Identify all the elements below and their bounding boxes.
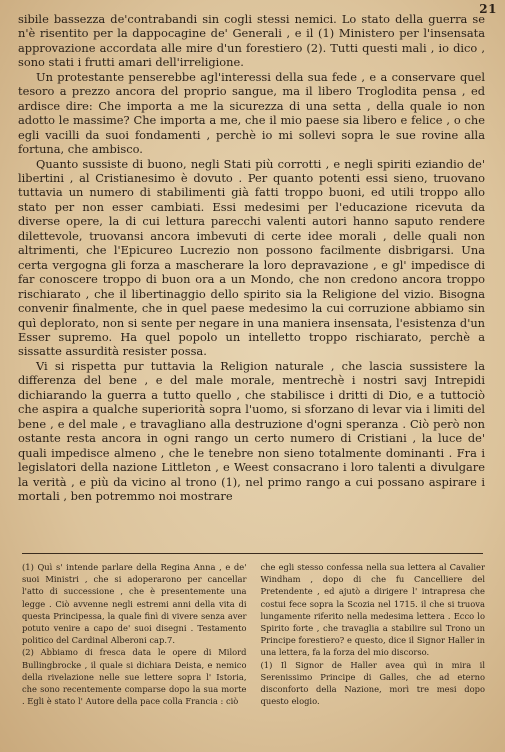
footnote: (1) Quì s' intende parlare della Regina Anna , e de' suoi Ministri , che si adoperarono per cancellar l'atto di successione , che è presentemente una legge . Ciò avvenne negli estremi anni della vita di questa Principessa, la quale finì di vivere senza aver potuto venire a capo de' suoi disegni . Testamento politico del Cardinal Alberoni cap.7.	[22, 562, 247, 646]
footnotes-left-column	[22, 561, 247, 707]
paragraph: Un protestante penserebbe agl'interessi della sua fede , e a conservare quel tesoro a prezzo ancora del proprio sangue, ma il libero Troglodita pensa , ed ardisce dire: Che importa a me la sicurezza di una setta , della quale io non adotto le massime? Che importa a me, che il mio paese sia libero e felice , o che egli vacilli da suoi fondamenti , perchè io mi sollevi sopra le sue rovine alla fortuna, che ambisco.	[18, 69, 485, 157]
main-text	[18, 12, 485, 503]
paragraph: sibile bassezza de'contrabandi sin cogli stessi nemici. Lo stato della guerra se n'è risentito per la dappocagine de' Generali , e il (1) Ministero per l'insensata approvazione accordata alle mire d'un forestiero (2). Tutti questi mali , io dico , sono stati i frutti amari dell'irreligione.	[18, 12, 485, 70]
footnote: (2) Abbiamo di fresca data le opere di Milord Bullingbrocke , il quale si dichiara Deista, e nemico della rivelazione nelle sue lettere sopra l' Istoria, che sono recentemente comparse dopo la sua morte . Egli è stato l' Autore della pace colla Francia : ciò	[22, 647, 247, 707]
footnotes-right-column	[261, 561, 486, 707]
footnote: (1) Il Signor de Haller avea quì in mira il Serenissimo Principe di Galles, che ad eterno disconforto della Nazione, morì tre mesi dopo questo elogio.	[260, 659, 485, 707]
footnote-rule	[22, 553, 483, 554]
paragraph: Quanto sussiste di buono, negli Stati più corrotti , e negli spiriti eziandio de' libertini , al Cristianesimo è dovuto . Per quanto potenti essi sieno, truovano tuttavia un numero di stabilimenti già fatti troppo buoni, ed utili troppo allo stato per non esser cambiati. Essi medesimi per l'educazione ricevuta da diverse opere, la di cui lettura parecchi valenti autori hanno saputo rendere dilettevole, truovansi ancora imbevuti di certe idee morali , delle quali non altrimenti, che l'Epicureo Lucrezio non possono facilmente disbrigarsi. Una certa vergogna gli forza a mascherare la loro depravazione , e gl' impedisce di far conoscere troppo di buon ora a un Mondo, che non credono ancora troppo rischiarato , che il libertinaggio dello spirito sia la Religione del vizio. Bisogna convenir finalmente, che in quel paese medesimo la cui corruzione abbiamo sin quì deplorato, non si sente per negare in una maniera insensata, l'esistenza d'un Esser supremo. Ha quel popolo un intelletto troppo rischiarato, perchè a sissatte assurdità resister possa.	[18, 156, 485, 359]
paragraph: Vi si rispetta pur tuttavia la Religion naturale , che lascia sussistere la differenza del bene , e del male morale, mentrechè i nostri savj Intrepidi dichiarando la guerra a tutto quello , che stabilisce i dritti di Dio, e a tuttociò che aspira a qualche superiorità sopra l'uomo, si sforzano di levar via i limiti del bene , e del male , e travagliano alla destruzione d'ogni speranza . Ciò però non ostante resta ancora in ogni rango un certo numero di Cristiani , la luce de' quali impedisce almeno , che le tenebre non sieno totalmente dominanti . Fra i legislatori della nazione Littleton , e Weest consacrano i loro talenti a divulgare la verità , e più da vicino al trono (1), nel primo rango a cui possano aspirare i mortali , ben potremmo noi mostrare	[18, 358, 485, 503]
footnotes	[22, 561, 485, 707]
page-number: 21	[479, 2, 497, 16]
footnote: che egli stesso confessa nella sua lettera al Cavalier Windham , dopo di che fu Cancelliere del Pretendente , ed ajutò a dirigere l' intrapresa che costui fece sopra la Scozia nel 1715. il che si truova lungamente riferito nella medesima lettera . Ecco lo Spirito forte , che travaglia a stabilire sul Trono un Principe forestiero? e questo, dice il Signor Haller in una lettera, fa la forza del mio discorso.	[260, 562, 485, 658]
